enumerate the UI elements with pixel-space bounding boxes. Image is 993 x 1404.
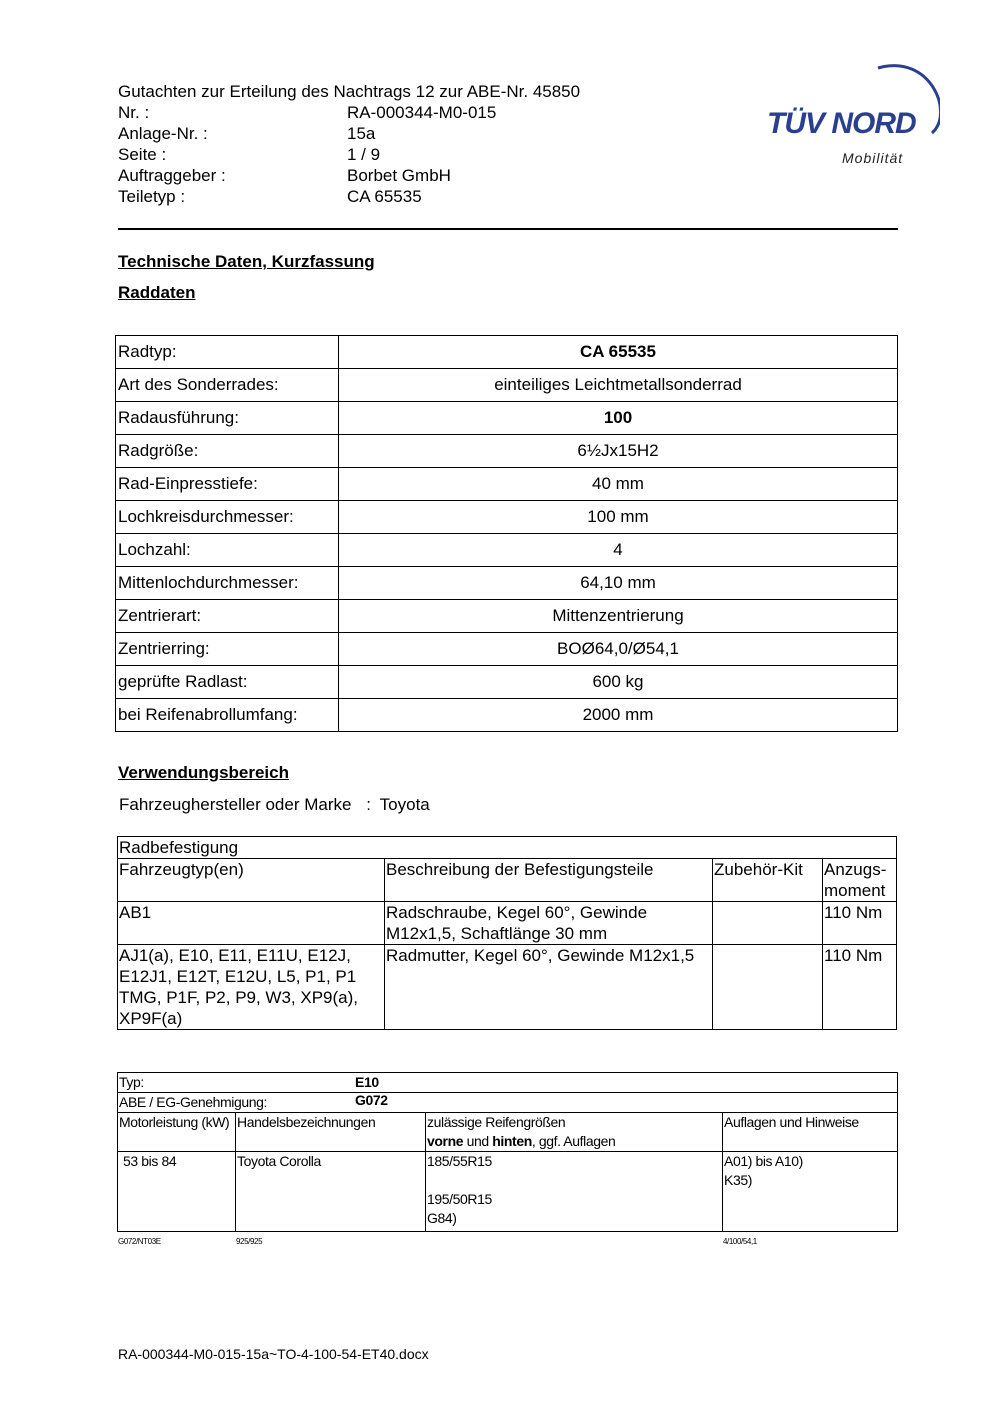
header-value: 15a xyxy=(347,124,376,143)
power-header: Motorleistung (kW) xyxy=(118,1113,236,1152)
wheel-data-row xyxy=(116,501,898,534)
abe-label: ABE / EG-Genehmigung: xyxy=(119,1094,268,1110)
fastening-header: Beschreibung der Befestigungsteile xyxy=(385,859,713,902)
wheel-data-label: geprüfte Radlast: xyxy=(116,666,339,699)
fastening-kit xyxy=(713,945,823,1030)
vehicle-abe-row xyxy=(118,1093,898,1113)
fastening-torque: 110 Nm xyxy=(823,902,897,945)
wheel-data-row xyxy=(116,633,898,666)
wheel-data-value: 40 mm xyxy=(339,468,898,501)
wheel-data-label: bei Reifenabrollumfang: xyxy=(116,699,339,732)
front-label: vorne xyxy=(427,1133,464,1149)
manufacturer-separator: : xyxy=(366,795,371,814)
wheel-data-value: 64,10 mm xyxy=(339,567,898,600)
fastening-header: Anzugs-moment xyxy=(823,859,897,902)
logo-subtitle: Mobilität xyxy=(842,150,904,166)
document-header xyxy=(118,81,580,207)
rear-label: hinten xyxy=(492,1133,532,1149)
trade-value: Toyota Corolla xyxy=(236,1152,426,1232)
fastening-desc: Radschraube, Kegel 60°, Gewinde M12x1,5, Schaftlänge 30 mm xyxy=(385,902,713,945)
wheel-data-value: 6½Jx15H2 xyxy=(339,435,898,468)
tyres-header-line1: zulässige Reifengrößen xyxy=(427,1114,566,1130)
note: A01) bis A10) xyxy=(724,1153,803,1169)
header-value: Borbet GmbH xyxy=(347,166,451,185)
tyre-note: G84) xyxy=(427,1210,457,1226)
header-key: Auftraggeber : xyxy=(118,166,226,185)
fastening-caption: Radbefestigung xyxy=(118,837,897,859)
fastening-header: Fahrzeugtyp(en) xyxy=(118,859,385,902)
wheel-data-row xyxy=(116,435,898,468)
trade-header: Handelsbezeichnungen xyxy=(236,1113,426,1152)
wheel-data-label: Zentrierring: xyxy=(116,633,339,666)
wheel-data-label: Zentrierart: xyxy=(116,600,339,633)
power-value: 53 bis 84 xyxy=(118,1152,236,1232)
wheel-data-row xyxy=(116,567,898,600)
notes-header: Auflagen und Hinweise xyxy=(723,1113,898,1152)
wheel-data-value: CA 65535 xyxy=(339,336,898,369)
wheel-data-row xyxy=(116,468,898,501)
usage-title: Verwendungsbereich xyxy=(118,763,289,782)
header-key: Seite : xyxy=(118,145,167,164)
wheel-data-row xyxy=(116,534,898,567)
wheel-data-label: Radgröße: xyxy=(116,435,339,468)
wheel-data-value: 100 xyxy=(339,402,898,435)
wheel-data-value: 100 mm xyxy=(339,501,898,534)
tyre-size: 195/50R15 xyxy=(427,1191,492,1207)
fastening-header: Zubehör-Kit xyxy=(713,859,823,902)
vehicle-table xyxy=(117,1072,898,1232)
wheel-data-label: Art des Sonderrades: xyxy=(116,369,339,402)
manufacturer-value: Toyota xyxy=(379,795,430,814)
wheel-data-table xyxy=(115,335,898,732)
footer-code-left: G072/NT03E xyxy=(118,1237,161,1246)
header-divider xyxy=(118,228,898,230)
wheel-data-label: Mittenlochdurchmesser: xyxy=(116,567,339,600)
and-label: und xyxy=(463,1133,493,1149)
header-value: RA-000344-M0-015 xyxy=(347,103,497,122)
header-row-teiletyp xyxy=(118,186,580,207)
typ-value: E10 xyxy=(355,1074,379,1090)
header-key: Anlage-Nr. : xyxy=(118,124,208,143)
wheel-data-value: einteiliges Leichtmetallsonderrad xyxy=(339,369,898,402)
wheel-data-row xyxy=(116,336,898,369)
header-row-nr xyxy=(118,102,580,123)
wheel-data-label: Radausführung: xyxy=(116,402,339,435)
section-title: Technische Daten, Kurzfassung xyxy=(118,252,375,271)
tyres-rest: , ggf. Auflagen xyxy=(531,1133,616,1149)
tyre-sizes xyxy=(426,1152,723,1232)
footer-code-right: 4/100/54,1 xyxy=(723,1237,757,1246)
wheel-data-label: Radtyp: xyxy=(116,336,339,369)
header-key: Teiletyp : xyxy=(118,187,186,206)
typ-label: Typ: xyxy=(119,1074,144,1090)
header-title: Gutachten zur Erteilung des Nachtrags 12 zur ABE-Nr. 45850 xyxy=(118,82,581,101)
wheel-data-value: Mittenzentrierung xyxy=(339,600,898,633)
tyres-header-line2 xyxy=(427,1132,721,1151)
wheel-data-row xyxy=(116,666,898,699)
wheel-data-value: 600 kg xyxy=(339,666,898,699)
wheel-data-value: BOØ64,0/Ø54,1 xyxy=(339,633,898,666)
tyres-header xyxy=(426,1113,723,1152)
notes-value xyxy=(723,1152,898,1232)
tyre-size: 185/55R15 xyxy=(427,1153,492,1169)
wheel-data-value: 2000 mm xyxy=(339,699,898,732)
tuv-nord-logo: TÜV NORD xyxy=(767,107,916,140)
header-key: Nr. : xyxy=(118,103,150,122)
abe-value: G072 xyxy=(355,1092,388,1108)
fastening-types: AB1 xyxy=(118,902,385,945)
fastening-torque: 110 Nm xyxy=(823,945,897,1030)
footer-code-mid: 925/925 xyxy=(236,1237,263,1246)
wheel-data-row xyxy=(116,369,898,402)
document-filename: RA-000344-M0-015-15a~TO-4-100-54-ET40.docx xyxy=(118,1346,429,1362)
wheel-data-label: Rad-Einpresstiefe: xyxy=(116,468,339,501)
wheel-data-label: Lochzahl: xyxy=(116,534,339,567)
manufacturer-label: Fahrzeughersteller oder Marke xyxy=(119,795,352,814)
header-row-auftraggeber xyxy=(118,165,580,186)
wheel-data-value: 4 xyxy=(339,534,898,567)
header-value: 1 / 9 xyxy=(347,145,381,164)
header-row-anlage xyxy=(118,123,580,144)
note: K35) xyxy=(724,1172,752,1188)
wheel-data-row xyxy=(116,402,898,435)
header-value: CA 65535 xyxy=(347,187,422,206)
fastening-kit xyxy=(713,902,823,945)
wheel-data-row xyxy=(116,600,898,633)
fastening-desc: Radmutter, Kegel 60°, Gewinde M12x1,5 xyxy=(385,945,713,1030)
wheel-data-label: Lochkreisdurchmesser: xyxy=(116,501,339,534)
manufacturer-line xyxy=(119,795,430,815)
fastening-types: AJ1(a), E10, E11, E11U, E12J, E12J1, E12T, E12U, L5, P1, P1 TMG, P1F, P2, P9, W3, XP9(a), XP9F(a) xyxy=(118,945,385,1030)
fastening-table xyxy=(117,836,897,1030)
header-row-seite xyxy=(118,144,580,165)
vehicle-typ-row xyxy=(118,1073,898,1093)
wheel-data-row xyxy=(116,699,898,732)
section-subtitle: Raddaten xyxy=(118,283,196,302)
